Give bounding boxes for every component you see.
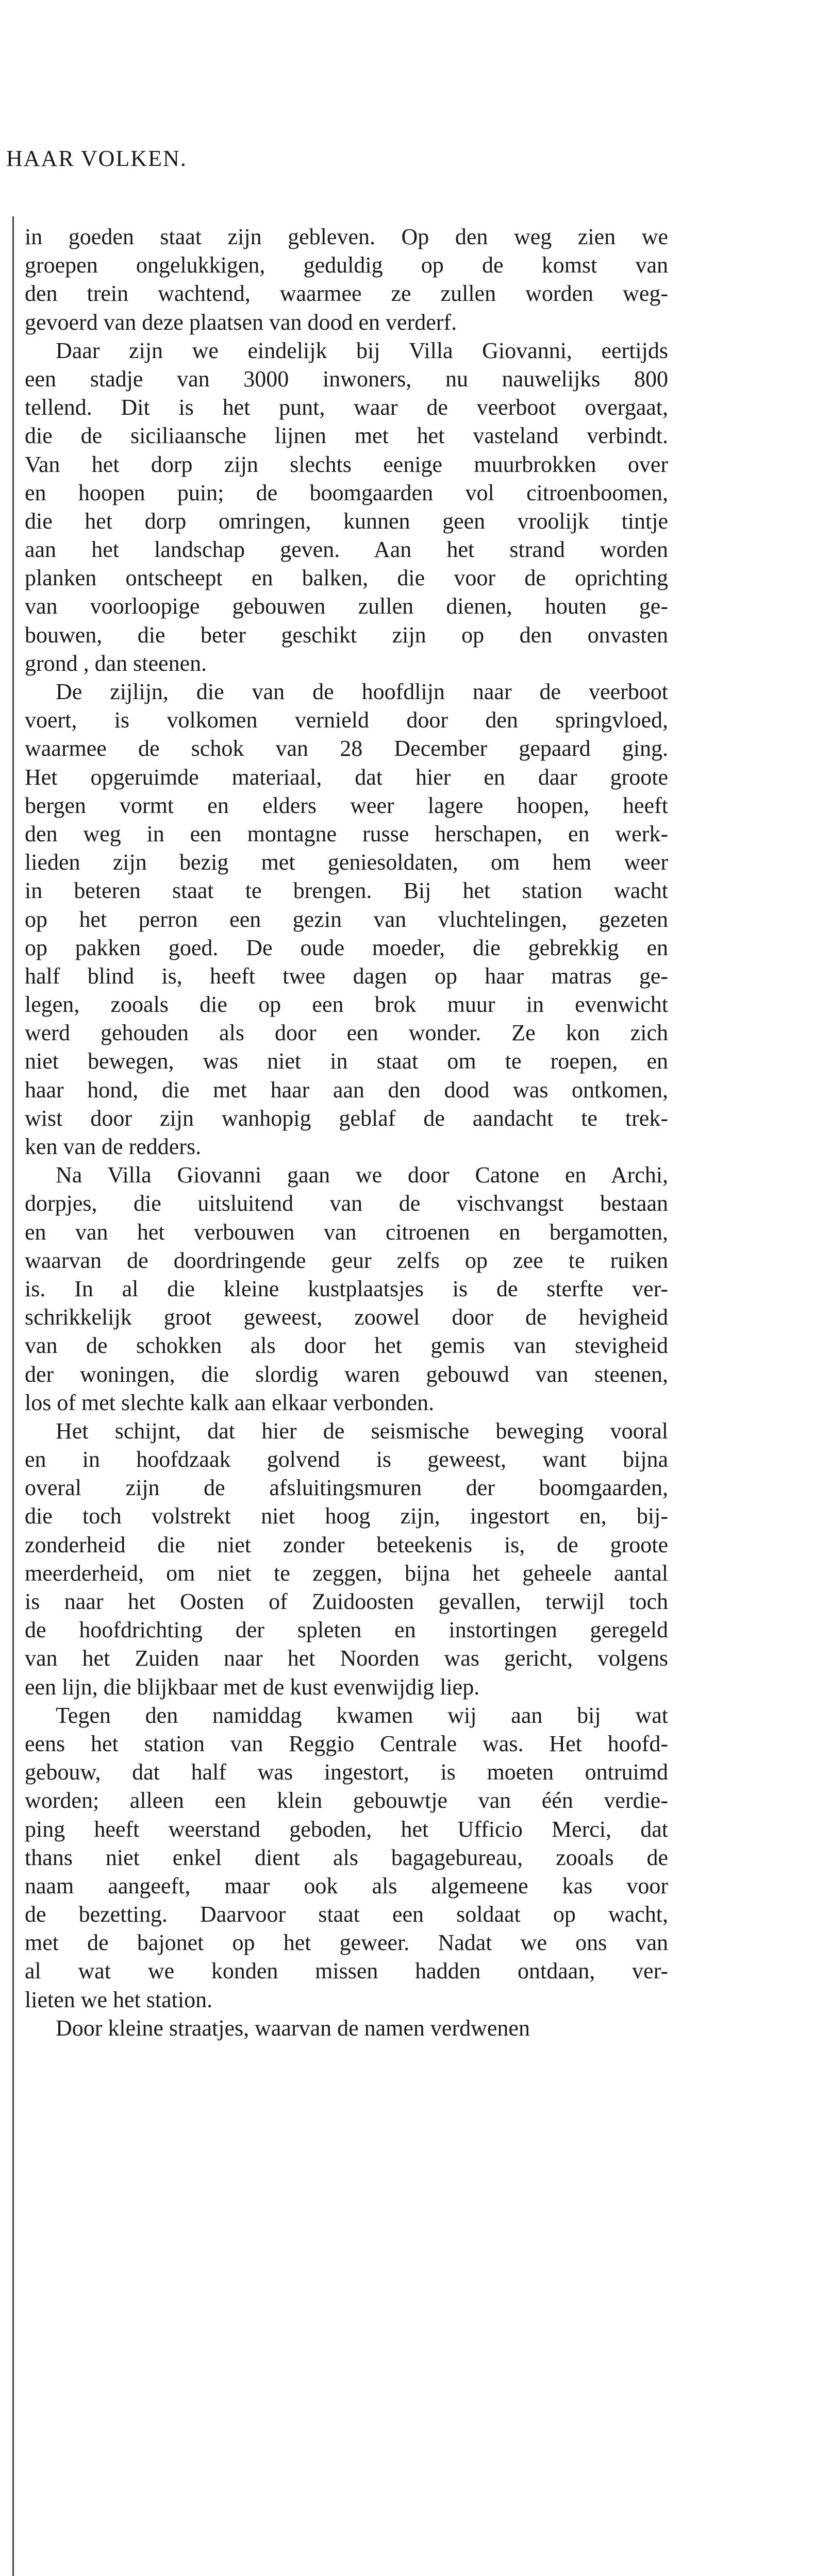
text-line: den weg in een montagne russe herschapen, en werk- bbox=[25, 821, 668, 846]
text-line: lieten we het station. bbox=[25, 1987, 213, 2012]
text-line: schrikkelijk groot geweest, zoowel door de hevigheid bbox=[25, 1304, 668, 1330]
text-line: meerderheid, om niet te zeggen, bijna het geheele aantal bbox=[25, 1560, 668, 1586]
text-line: overal zijn de afsluitingsmuren der boomgaarden, bbox=[25, 1475, 668, 1501]
text-line: en hoopen puin; de boomgaarden vol citroenboomen, bbox=[25, 480, 668, 505]
running-head: HAAR VOLKEN. bbox=[6, 146, 187, 171]
text-line: den trein wachtend, waarmee ze zullen worden weg- bbox=[25, 281, 668, 307]
text-line: planken ontscheept en balken, die voor de oprichting bbox=[25, 565, 668, 591]
text-line: die het dorp omringen, kunnen geen vroolijk tintje bbox=[25, 508, 668, 534]
text-line: bergen vormt en elders weer lagere hoopen, heeft bbox=[25, 792, 668, 818]
text-line: los of met slechte kalk aan elkaar verbonden. bbox=[25, 1389, 435, 1415]
text-line: werd gehouden als door een wonder. Ze kon zich bbox=[25, 1020, 668, 1046]
text-line: legen, zooals die op een brok muur in evenwicht bbox=[25, 992, 668, 1018]
paragraph bbox=[25, 223, 668, 336]
paragraph bbox=[25, 677, 668, 1161]
text-line: zonderheid die niet zonder beteekenis is, de groote bbox=[25, 1532, 668, 1557]
text-line: naam aangeeft, maar ook als algemeene kas voor bbox=[25, 1873, 668, 1899]
text-line: Het schijnt, dat hier de seismische beweging vooral bbox=[56, 1418, 668, 1444]
paragraph bbox=[25, 1701, 668, 2014]
text-line: op het perron een gezin van vluchtelingen, gezeten bbox=[25, 906, 668, 932]
text-line: voert, is volkomen vernield door den springvloed, bbox=[25, 707, 668, 733]
text-line: in goeden staat zijn gebleven. Op den weg zien we bbox=[25, 224, 668, 249]
text-line: een lijn, die blijkbaar met de kust evenwijdig liep. bbox=[25, 1674, 480, 1700]
text-line: Door kleine straatjes, waarvan de namen verdwenen bbox=[56, 2015, 530, 2041]
text-line: Van het dorp zijn slechts eenige muurbrokken over bbox=[25, 451, 668, 477]
paragraph bbox=[25, 1417, 668, 1701]
text-line: half blind is, heeft twee dagen op haar matras ge- bbox=[25, 963, 668, 989]
text-line: in beteren staat te brengen. Bij het station wacht bbox=[25, 878, 668, 904]
margin-rule bbox=[12, 216, 14, 2576]
text-line: op pakken goed. De oude moeder, die gebrekkig en bbox=[25, 935, 668, 960]
text-line: Na Villa Giovanni gaan we door Catone en Archi, bbox=[56, 1162, 668, 1188]
text-line: ken van de redders. bbox=[25, 1134, 202, 1159]
text-line: bouwen, die beter geschikt zijn op den onvasten bbox=[25, 622, 668, 648]
text-line: De zijlijn, die van de hoofdlijn naar de veerboot bbox=[56, 679, 668, 704]
text-line: die toch volstrekt niet hoog zijn, ingestort en, bij- bbox=[25, 1503, 668, 1529]
text-line: Het opgeruimde materiaal, dat hier en daar groote bbox=[25, 764, 668, 790]
text-line: die de siciliaansche lijnen met het vasteland verbindt. bbox=[25, 423, 668, 449]
page-body bbox=[25, 223, 668, 2042]
text-line: van voorloopige gebouwen zullen dienen, houten ge- bbox=[25, 594, 668, 619]
text-line: de hoofdrichting der spleten en instortingen geregeld bbox=[25, 1617, 668, 1643]
text-line: en van het verbouwen van citroenen en bergamotten, bbox=[25, 1219, 668, 1245]
text-line: aan het landschap geven. Aan het strand worden bbox=[25, 537, 668, 563]
text-line: al wat we konden missen hadden ontdaan, ver- bbox=[25, 1958, 668, 1984]
text-line: gevoerd van deze plaatsen van dood en verderf. bbox=[25, 309, 457, 335]
text-line: grond , dan steenen. bbox=[25, 650, 207, 676]
text-line: van de schokken als door het gemis van stevigheid bbox=[25, 1333, 668, 1359]
text-line: der woningen, die slordig waren gebouwd van steenen, bbox=[25, 1361, 668, 1387]
paragraph bbox=[25, 2014, 668, 2042]
text-line: tellend. Dit is het punt, waar de veerboot overgaat, bbox=[25, 395, 668, 420]
text-line: een stadje van 3000 inwoners, nu nauwelijks 800 bbox=[25, 366, 668, 392]
text-line: dorpjes, die uitsluitend van de vischvangst bestaan bbox=[25, 1191, 668, 1216]
text-line: wist door zijn wanhopig geblaf de aandacht te trek- bbox=[25, 1105, 668, 1131]
paragraph bbox=[25, 1161, 668, 1417]
text-line: Daar zijn we eindelijk bij Villa Giovanni, eertijds bbox=[56, 337, 668, 363]
text-line: gebouw, dat half was ingestort, is moeten ontruimd bbox=[25, 1759, 668, 1785]
text-line: met de bajonet op het geweer. Nadat we ons van bbox=[25, 1930, 668, 1956]
text-line: lieden zijn bezig met geniesoldaten, om hem weer bbox=[25, 850, 668, 875]
text-line: de bezetting. Daarvoor staat een soldaat op wacht, bbox=[25, 1902, 668, 1927]
text-line: en in hoofdzaak golvend is geweest, want bijna bbox=[25, 1447, 668, 1472]
text-line: van het Zuiden naar het Noorden was gericht, volgens bbox=[25, 1646, 668, 1671]
text-line: is naar het Oosten of Zuidoosten gevallen, terwijl toch bbox=[25, 1589, 668, 1614]
text-line: thans niet enkel dient als bagagebureau, zooals de bbox=[25, 1844, 668, 1870]
text-line: niet bewegen, was niet in staat om te roepen, en bbox=[25, 1048, 668, 1074]
text-line: is. In al die kleine kustplaatsjes is de sterfte ver- bbox=[25, 1276, 668, 1301]
text-line: eens het station van Reggio Centrale was. Het hoofd- bbox=[25, 1731, 668, 1756]
text-line: Tegen den namiddag kwamen wij aan bij wat bbox=[56, 1702, 668, 1728]
paragraph bbox=[25, 336, 668, 677]
text-line: worden; alleen een klein gebouwtje van één verdie- bbox=[25, 1788, 668, 1814]
text-line: waarvan de doordringende geur zelfs op zee te ruiken bbox=[25, 1247, 668, 1273]
text-line: ping heeft weerstand geboden, het Ufficio Merci, dat bbox=[25, 1816, 668, 1842]
text-line: haar hond, die met haar aan den dood was ontkomen, bbox=[25, 1077, 668, 1103]
text-line: groepen ongelukkigen, geduldig op de komst van bbox=[25, 252, 668, 278]
text-line: waarmee de schok van 28 December gepaard ging. bbox=[25, 736, 668, 761]
